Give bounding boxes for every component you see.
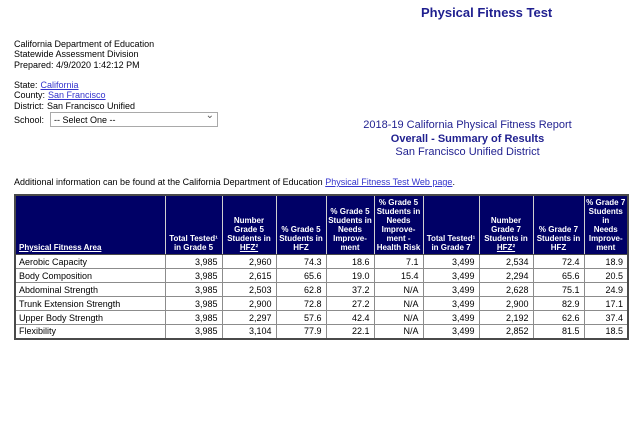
area-cell: Upper Body Strength: [15, 311, 165, 325]
column-header-line: Needs: [337, 225, 362, 234]
state-label: State:: [14, 80, 38, 90]
value-cell: 2,852: [479, 325, 533, 339]
area-cell: Body Composition: [15, 269, 165, 283]
table-row: [15, 325, 628, 339]
value-cell: 2,503: [222, 283, 276, 297]
column-header-6: [423, 195, 479, 255]
column-header-line: HFZ: [550, 243, 567, 252]
value-cell: 3,499: [423, 325, 479, 339]
value-cell: 2,900: [222, 297, 276, 311]
value-cell: N/A: [374, 311, 423, 325]
column-header-line: ment: [596, 243, 616, 252]
report-heading-line2: Overall - Summary of Results: [390, 132, 545, 145]
value-cell: N/A: [374, 325, 423, 339]
fitness-results-table: [14, 194, 629, 340]
column-header-line: Needs: [386, 216, 411, 225]
value-cell: 81.5: [533, 325, 584, 339]
state-row: [14, 80, 218, 90]
agency-name: California Department of Education: [14, 39, 155, 49]
value-cell: 3,499: [423, 297, 479, 311]
column-header-line: Total Tested¹: [426, 234, 476, 243]
value-cell: 2,628: [479, 283, 533, 297]
value-cell: 3,985: [165, 283, 222, 297]
value-cell: 62.8: [276, 283, 326, 297]
physical-fitness-area-header-link[interactable]: Physical Fitness Area: [19, 243, 102, 252]
state-link[interactable]: California: [40, 80, 79, 90]
hfz-footnote-link[interactable]: HFZ²: [239, 243, 259, 252]
column-header-line: in Grade 5: [173, 243, 214, 252]
report-heading-line1: 2018-19 California Physical Fitness Report: [363, 119, 572, 131]
column-header-line: Students in: [279, 234, 323, 243]
value-cell: 3,985: [165, 255, 222, 269]
table-row: [15, 311, 628, 325]
column-header-line: Improve-: [588, 234, 623, 243]
column-header-line: % Grade 5: [281, 225, 321, 234]
column-header-2: [222, 195, 276, 255]
note-suffix: .: [452, 177, 455, 187]
column-header-line: Grade 7: [491, 225, 521, 234]
value-cell: 37.2: [326, 283, 374, 297]
value-cell: 65.6: [533, 269, 584, 283]
column-header-line: in Grade 7: [431, 243, 471, 252]
value-cell: 3,104: [222, 325, 276, 339]
value-cell: 18.5: [584, 325, 628, 339]
column-header-4: [326, 195, 374, 255]
column-header-line: Total Tested¹: [169, 234, 218, 243]
value-cell: 42.4: [326, 311, 374, 325]
value-cell: 19.0: [326, 269, 374, 283]
district-label: District:: [14, 100, 44, 111]
area-cell: Aerobic Capacity: [15, 255, 165, 269]
column-header-7: [479, 195, 533, 255]
area-cell: Abdominal Strength: [15, 283, 165, 297]
value-cell: 65.6: [276, 269, 326, 283]
value-cell: 7.1: [374, 255, 423, 269]
column-header-1: [165, 195, 222, 255]
value-cell: 2,900: [479, 297, 533, 311]
column-header-line: Improve-: [333, 234, 367, 243]
value-cell: 2,534: [479, 255, 533, 269]
value-cell: 62.6: [533, 311, 584, 325]
school-select-wrap: [50, 112, 218, 127]
value-cell: 2,192: [479, 311, 533, 325]
district-value: San Francisco Unified: [47, 100, 136, 111]
table-row: [15, 255, 628, 269]
page-title: Physical Fitness Test: [421, 5, 553, 20]
value-cell: 17.1: [584, 297, 628, 311]
column-header-9: [584, 195, 628, 255]
column-header-line: ment: [340, 243, 360, 252]
value-cell: 2,615: [222, 269, 276, 283]
county-row: [14, 90, 218, 100]
school-label: School:: [14, 114, 45, 125]
county-link[interactable]: San Francisco: [48, 90, 106, 101]
value-cell: 75.1: [533, 283, 584, 297]
table-row: [15, 297, 628, 311]
column-header-line: Students in: [484, 234, 528, 243]
value-cell: 3,985: [165, 311, 222, 325]
column-header-line: Number: [233, 216, 265, 225]
value-cell: 2,297: [222, 311, 276, 325]
additional-info-note: [14, 177, 455, 187]
value-cell: 57.6: [276, 311, 326, 325]
column-header-line: ment -: [386, 234, 411, 243]
value-cell: 18.9: [584, 255, 628, 269]
value-cell: 22.1: [326, 325, 374, 339]
table-row: [15, 283, 628, 297]
column-header-line: % Grade 7: [538, 225, 579, 234]
column-header-physical-fitness-area: [15, 195, 165, 255]
value-cell: 24.9: [584, 283, 628, 297]
report-heading-line3: San Francisco Unified District: [395, 146, 540, 158]
value-cell: 72.8: [276, 297, 326, 311]
value-cell: 74.3: [276, 255, 326, 269]
agency-block: [14, 39, 154, 70]
pft-webpage-link[interactable]: Physical Fitness Test Web page: [325, 177, 453, 187]
column-header-5: [374, 195, 423, 255]
column-header-line: Grade 5: [234, 225, 264, 234]
district-row: [14, 101, 218, 111]
area-cell: Trunk Extension Strength: [15, 297, 165, 311]
location-selector-block: [14, 80, 218, 128]
column-header-line: Students in: [536, 234, 581, 243]
column-header-3: [276, 195, 326, 255]
column-header-line: % Grade 7: [586, 198, 626, 207]
agency-division: Statewide Assessment Division: [14, 49, 139, 60]
column-header-line: % Grade 5: [378, 198, 419, 207]
table-header-row: [15, 195, 628, 255]
value-cell: N/A: [374, 283, 423, 297]
value-cell: 20.5: [584, 269, 628, 283]
value-cell: 3,499: [423, 269, 479, 283]
value-cell: 3,499: [423, 311, 479, 325]
value-cell: 3,499: [423, 283, 479, 297]
value-cell: 37.4: [584, 311, 628, 325]
value-cell: 3,499: [423, 255, 479, 269]
column-header-line: HFZ: [293, 243, 309, 252]
column-header-line: Students in: [227, 234, 271, 243]
value-cell: 3,985: [165, 269, 222, 283]
note-text: Additional information can be found at the California Department of Education: [14, 177, 326, 187]
value-cell: N/A: [374, 297, 423, 311]
value-cell: 3,985: [165, 325, 222, 339]
report-heading: [300, 119, 635, 160]
column-header-line: Needs: [593, 225, 618, 234]
value-cell: 3,985: [165, 297, 222, 311]
value-cell: 2,294: [479, 269, 533, 283]
column-header-line: % Grade 5: [330, 207, 370, 216]
hfz-footnote-link[interactable]: HFZ²: [496, 243, 516, 252]
school-row: [14, 112, 218, 128]
prepared-timestamp: Prepared: 4/9/2020 1:42:12 PM: [14, 59, 140, 70]
column-header-line: Students in: [588, 207, 623, 225]
column-header-line: Students in: [376, 207, 421, 216]
column-header-line: Number: [490, 216, 522, 225]
value-cell: 82.9: [533, 297, 584, 311]
column-header-line: Health Risk: [376, 243, 421, 252]
column-header-8: [533, 195, 584, 255]
value-cell: 18.6: [326, 255, 374, 269]
column-header-line: Improve-: [381, 225, 416, 234]
school-select[interactable]: [50, 112, 218, 127]
value-cell: 72.4: [533, 255, 584, 269]
value-cell: 2,960: [222, 255, 276, 269]
column-header-line: Students in: [328, 216, 372, 225]
value-cell: 15.4: [374, 269, 423, 283]
chevron-down-icon: ⌄: [205, 110, 215, 122]
value-cell: 27.2: [326, 297, 374, 311]
area-cell: Flexibility: [15, 325, 165, 339]
value-cell: 77.9: [276, 325, 326, 339]
county-label: County:: [14, 90, 46, 101]
table-row: [15, 269, 628, 283]
